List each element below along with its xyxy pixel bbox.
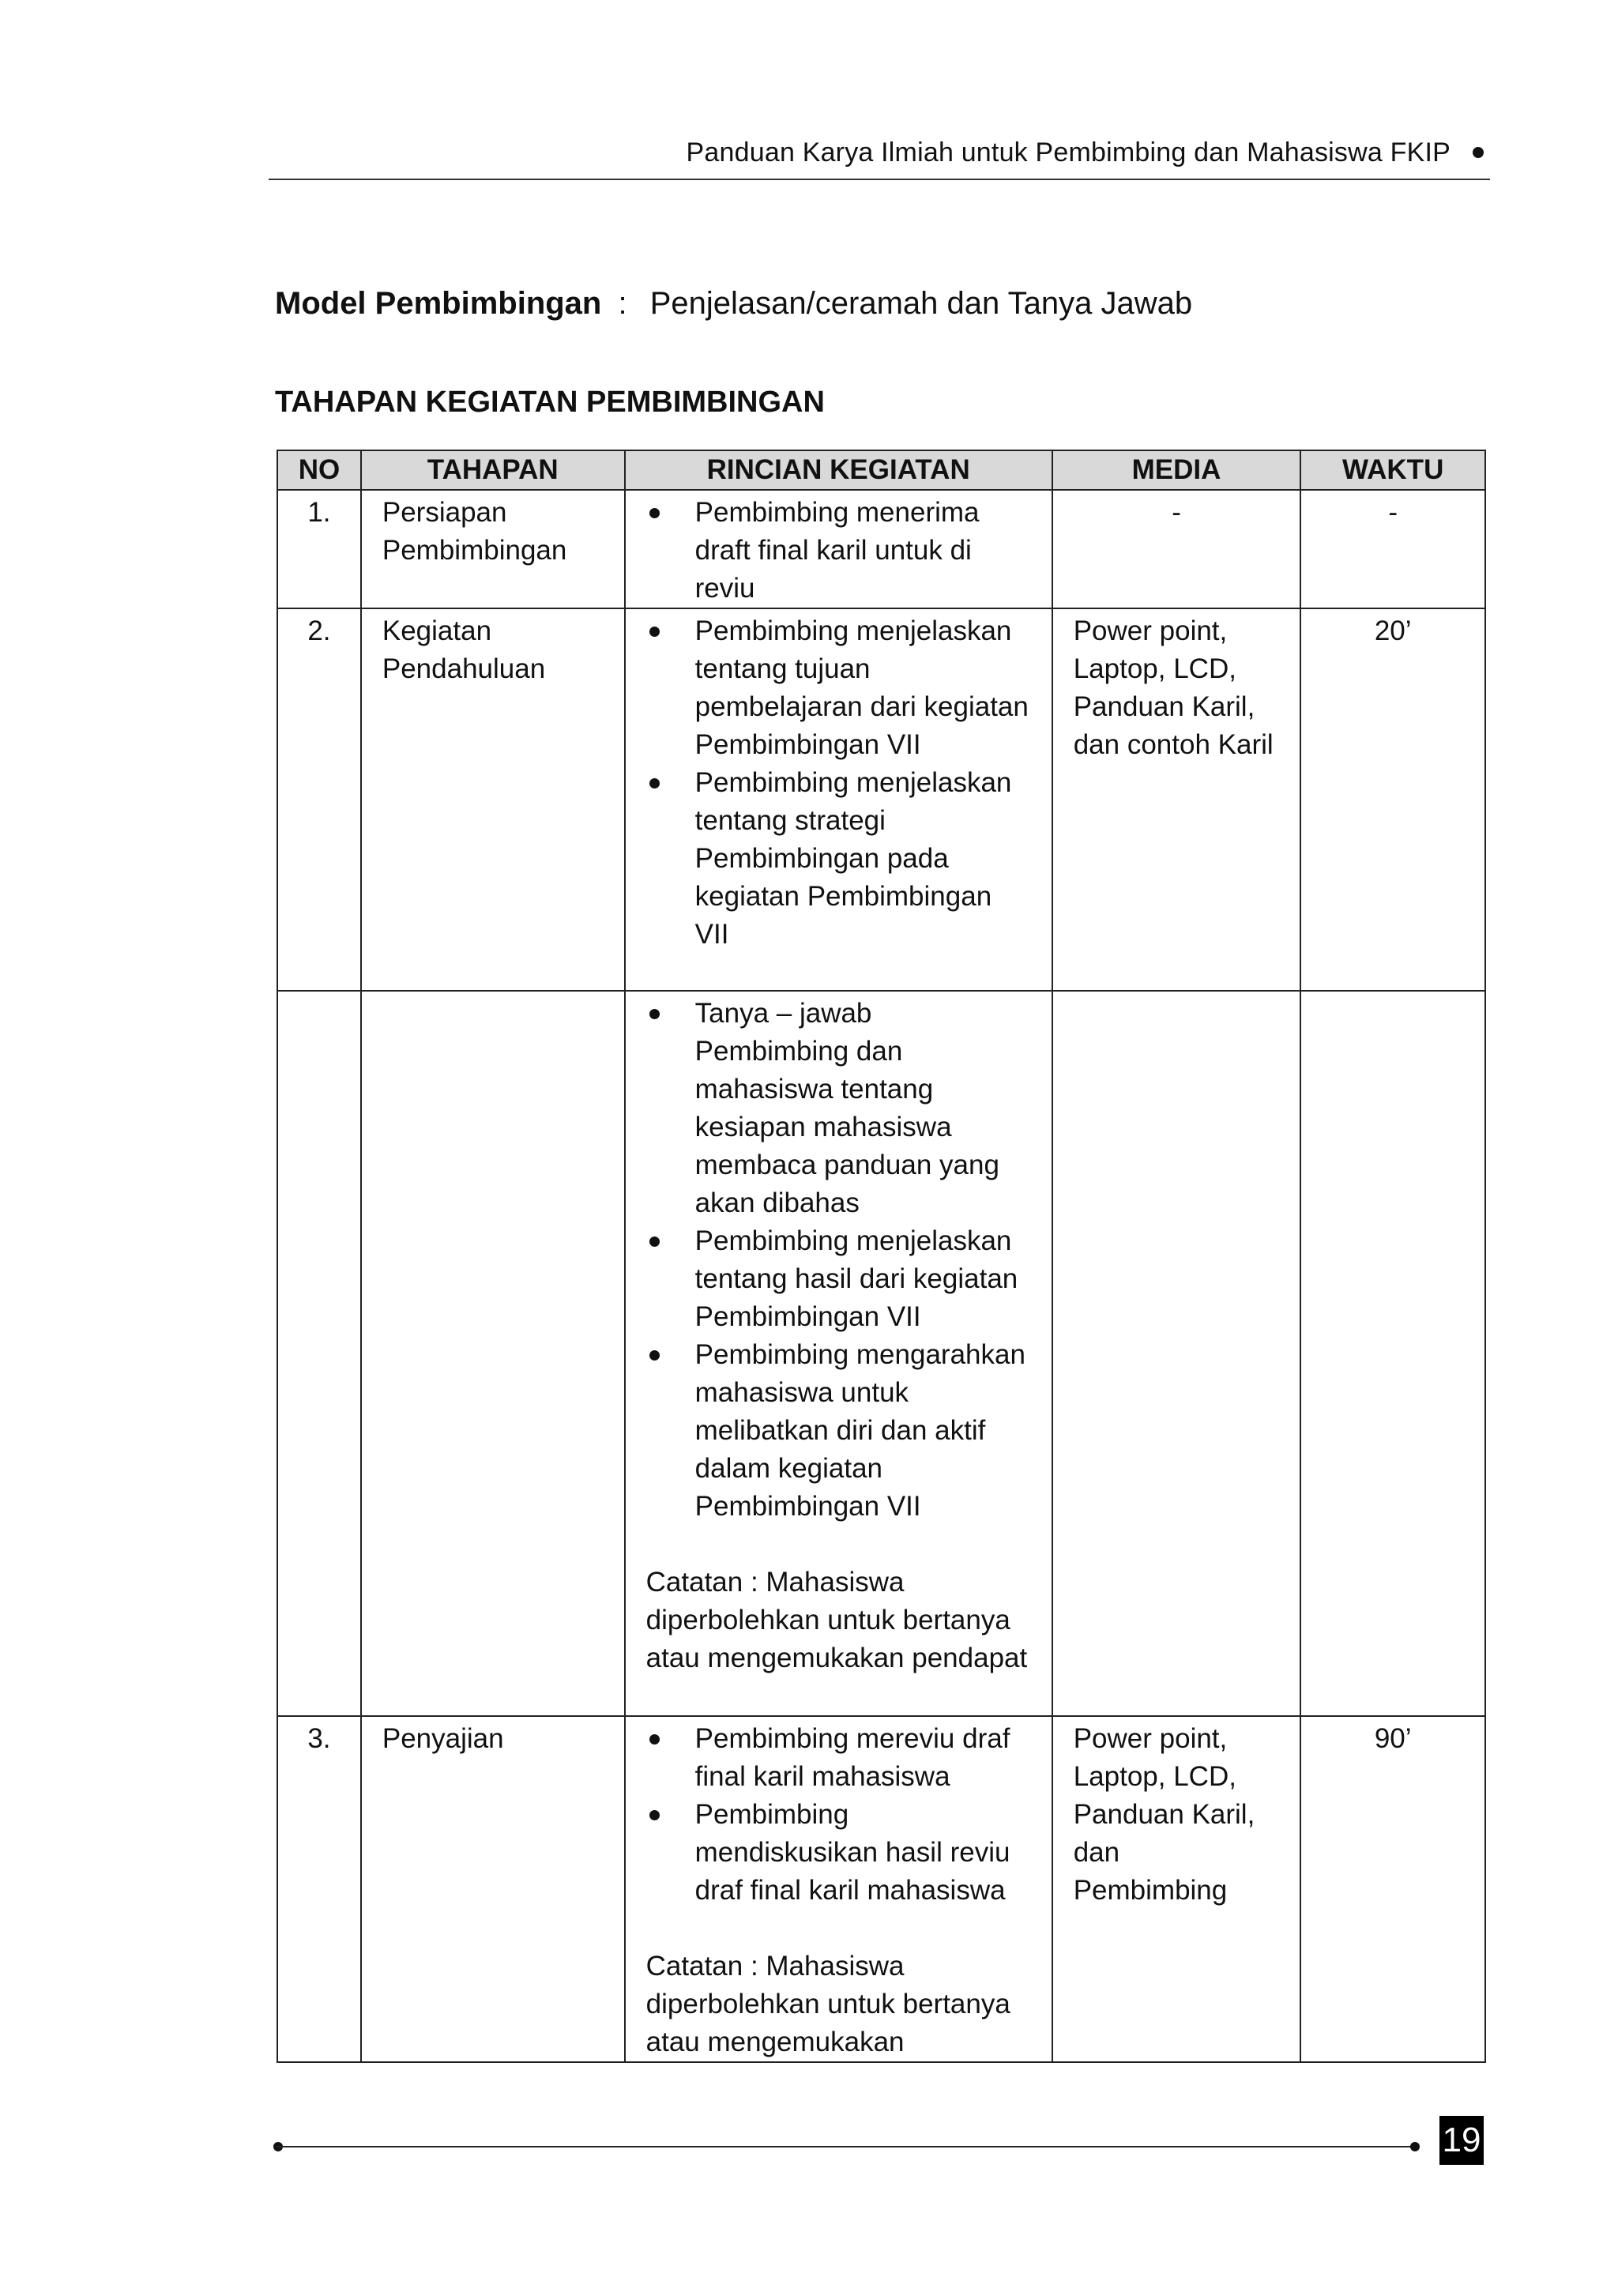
cell-rincian xyxy=(625,490,1052,608)
bullet-list xyxy=(646,1720,1031,1910)
cell-rincian xyxy=(625,1716,1052,2062)
cell-media: Power point, Laptop, LCD, Panduan Karil, dan Pembimbing xyxy=(1052,1716,1301,2062)
footer-right-dot-icon xyxy=(1410,2142,1420,2151)
cell-rincian xyxy=(625,991,1052,1716)
list-item: Pembimbing mengarahkan mahasiswa untuk melibatkan diri dan aktif dalam kegiatan Pembimbingan VII xyxy=(646,1336,1031,1526)
cell-media: - xyxy=(1052,490,1301,608)
list-item: Pembimbing mendiskusikan hasil reviu draf final karil mahasiswa xyxy=(646,1796,1031,1910)
table-row xyxy=(277,991,1485,1716)
header-bullet-icon xyxy=(1473,147,1484,158)
cell-media xyxy=(1052,991,1301,1716)
cell-waktu: 20’ xyxy=(1300,608,1485,991)
running-header xyxy=(269,133,1490,180)
header-no: NO xyxy=(277,450,361,490)
cell-no xyxy=(277,991,361,1716)
header-waktu: WAKTU xyxy=(1300,450,1485,490)
header-title: Panduan Karya Ilmiah untuk Pembimbing dan Mahasiswa FKIP xyxy=(686,137,1451,167)
table-row xyxy=(277,608,1485,991)
header-tahapan: TAHAPAN xyxy=(361,450,625,490)
list-item: Pembimbing menerima draft final karil untuk di reviu xyxy=(646,494,1031,608)
table-row xyxy=(277,490,1485,608)
bullet-list xyxy=(646,494,1031,608)
header-rincian: RINCIAN KEGIATAN xyxy=(625,450,1052,490)
cell-no: 1. xyxy=(277,490,361,608)
list-item: Pembimbing menjelaskan tentang hasil dari kegiatan Pembimbingan VII xyxy=(646,1222,1031,1336)
header-media: MEDIA xyxy=(1052,450,1301,490)
section-title: TAHAPAN KEGIATAN PEMBIMBINGAN xyxy=(275,386,825,419)
cell-note: Catatan : Mahasiswa diperbolehkan untuk bertanya atau mengemukakan xyxy=(645,1951,1010,2057)
cell-tahapan: Persiapan Pembimbingan xyxy=(361,490,625,608)
cell-waktu xyxy=(1300,991,1485,1716)
list-item: Pembimbing mereviu draf final karil mahasiswa xyxy=(646,1720,1031,1796)
cell-no: 3. xyxy=(277,1716,361,2062)
cell-media: Power point, Laptop, LCD, Panduan Karil, dan contoh Karil xyxy=(1052,608,1301,991)
cell-waktu: 90’ xyxy=(1300,1716,1485,2062)
table-row xyxy=(277,1716,1485,2062)
bullet-list xyxy=(646,612,1031,954)
model-separator: : xyxy=(618,286,627,321)
cell-tahapan xyxy=(361,991,625,1716)
footer-rule xyxy=(277,2146,1414,2147)
cell-note: Catatan : Mahasiswa diperbolehkan untuk bertanya atau mengemukakan pendapat xyxy=(645,1567,1028,1673)
cell-tahapan: Kegiatan Pendahuluan xyxy=(361,608,625,991)
cell-waktu: - xyxy=(1300,490,1485,608)
model-line xyxy=(275,286,1192,322)
list-item: Pembimbing menjelaskan tentang strategi Pembimbingan pada kegiatan Pembimbingan VII xyxy=(646,764,1031,954)
model-value: Penjelasan/ceramah dan Tanya Jawab xyxy=(649,286,1193,321)
bullet-list xyxy=(646,995,1031,1526)
cell-tahapan: Penyajian xyxy=(361,1716,625,2062)
cell-rincian xyxy=(625,608,1052,991)
list-item: Tanya – jawab Pembimbing dan mahasiswa tentang kesiapan mahasiswa membaca panduan yang akan dibahas xyxy=(646,995,1031,1222)
list-item: Pembimbing menjelaskan tentang tujuan pembelajaran dari kegiatan Pembimbingan VII xyxy=(646,612,1031,764)
cell-no: 2. xyxy=(277,608,361,991)
model-label: Model Pembimbingan xyxy=(275,286,602,321)
table-header-row xyxy=(277,450,1485,490)
page-number: 19 xyxy=(1439,2116,1484,2165)
activity-table xyxy=(277,450,1486,2063)
